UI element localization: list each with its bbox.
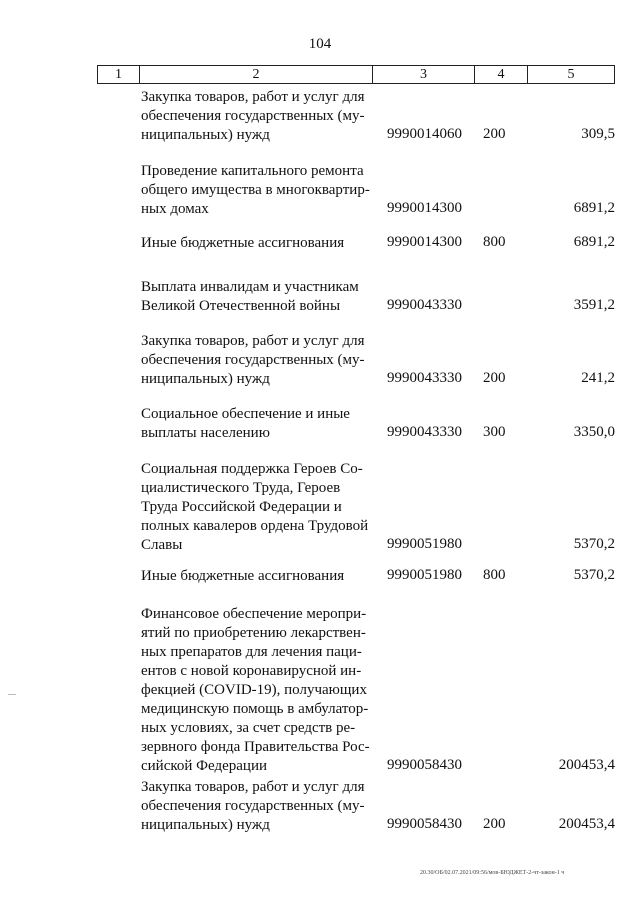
row-code: 9990058430 [387,816,462,832]
description-line: Великой Отечественной войны [141,298,341,314]
row-type: 300 [483,424,506,440]
description-line: Славы [141,537,183,553]
header-col-5: 5 [567,67,575,82]
row-amount: 5370,2 [573,567,615,583]
row-code: 9990051980 [387,536,462,552]
description-line: Финансовое обеспечение меропри- [141,606,367,622]
row-type: 200 [483,126,506,142]
description-line: Иные бюджетные ассигнования [141,568,345,584]
header-col-3: 3 [373,66,475,83]
description-line: ных домах [141,201,209,217]
description-line: Закупка товаров, работ и услуг для [141,89,365,105]
description-line: ниципальных) нужд [141,371,270,387]
header-col-1: 1 [98,66,140,83]
row-amount: 5370,2 [573,536,615,552]
row-description [141,460,373,555]
description-line: полных кавалеров ордена Трудовой [141,518,369,534]
row-amount: 200453,4 [558,816,615,832]
row-code: 9990043330 [387,297,462,313]
description-line: выплаты населению [141,425,270,441]
row-code: 9990043330 [387,424,462,440]
page-number: 104 [308,36,332,52]
row-description [141,88,373,145]
description-line: общего имущества в многоквартир- [141,182,370,198]
description-line: ных условиях, за счет средств ре- [141,720,356,736]
description-line: ных препаратов для лечения паци- [141,644,362,660]
row-code: 9990051980 [387,567,462,583]
description-line: Выплата инвалидам и участникам [141,279,359,295]
description-line: ниципальных) нужд [141,127,270,143]
footer-stamp: 20.30/ОБ/02.07.2021/09:56/мов-БЮДЖЕТ-2-чт-закон-1 ч [420,870,565,876]
row-code: 9990014060 [387,126,462,142]
row-amount: 241,2 [581,370,615,386]
row-amount: 200453,4 [558,757,615,773]
row-type: 200 [483,370,506,386]
header-col-2: 2 [140,66,373,83]
row-amount: 6891,2 [573,200,615,216]
description-line: обеспечения государственных (му- [141,108,365,124]
description-line: обеспечения государственных (му- [141,352,365,368]
description-line: ятий по приобретению лекарствен- [141,625,366,641]
row-code: 9990043330 [387,370,462,386]
description-line: Закупка товаров, работ и услуг для [141,779,365,795]
row-amount: 309,5 [581,126,615,142]
row-code: 9990014300 [387,234,462,250]
description-line: Социальное обеспечение и иные [141,406,350,422]
row-description [141,332,373,389]
description-line: сийской Федерации [141,758,268,774]
description-line: обеспечения государственных (му- [141,798,365,814]
row-amount: 3591,2 [573,297,615,313]
row-description [141,278,373,316]
table-header [97,65,615,84]
description-line: ентов с новой коронавирусной ин- [141,663,362,679]
row-description [141,567,373,586]
description-line: ниципальных) нужд [141,817,270,833]
row-description [141,405,373,443]
row-code: 9990058430 [387,757,462,773]
row-amount: 3350,0 [573,424,615,440]
row-amount: 6891,2 [573,234,615,250]
row-type: 200 [483,816,506,832]
description-line: Иные бюджетные ассигнования [141,235,345,251]
row-description [141,162,373,219]
row-description [141,605,373,776]
row-code: 9990014300 [387,200,462,216]
row-description [141,778,373,835]
row-type: 800 [483,234,506,250]
description-line: зервного фонда Правительства Рос- [141,739,370,755]
description-line: Закупка товаров, работ и услуг для [141,333,365,349]
description-line: Социальная поддержка Героев Со- [141,461,363,477]
description-line: Труда Российской Федерации и [141,499,342,515]
description-line: Проведение капитального ремонта [141,163,364,179]
row-type: 800 [483,567,506,583]
description-line: фекцией (COVID-19), получающих [141,682,367,698]
header-col-4: 4 [475,66,528,83]
row-description [141,234,373,253]
scan-mark [8,694,16,695]
description-line: циалистического Труда, Героев [141,480,341,496]
description-line: медицинскую помощь в амбулатор- [141,701,369,717]
